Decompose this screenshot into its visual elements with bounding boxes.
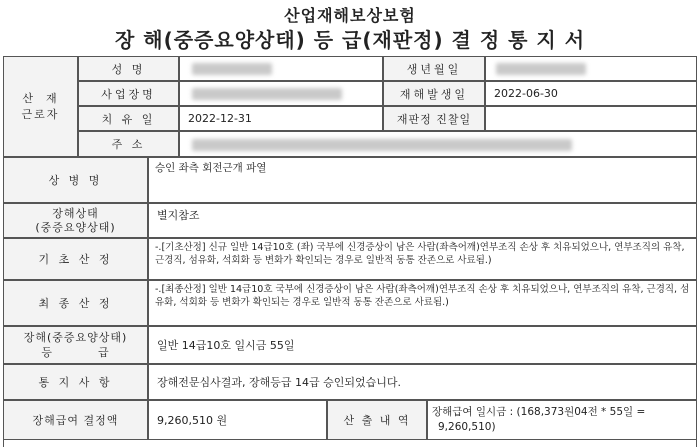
grade-value: 일반 14급10호 일시금 55일: [148, 326, 697, 364]
name-label: 성 명: [78, 56, 179, 81]
redacted-workplace: [192, 88, 342, 100]
document-subtitle: 산업재해보상보험: [284, 6, 416, 25]
grade-label-line1: 장해(중증요양상태): [23, 331, 128, 344]
basis-line2: 9,260,510): [438, 421, 496, 433]
grade-label: [3, 326, 148, 364]
disability-state-label-line1: 장해상태: [52, 206, 99, 220]
final-calc-value: -.[최종산정] 일반 14급10호 국부에 신경증상이 남은 사람(좌측어깨)연부조직 손상 후 치유되었으나, 연부조직의 유착, 근경직, 섬유화, 석회화 등 변화가 확인되는 경우로 일반적 동통 잔존으로 사료됨.): [148, 280, 697, 326]
address-label: 주 소: [78, 131, 179, 157]
birth-label: 생년월일: [383, 56, 485, 81]
redacted-address: [192, 139, 572, 151]
injury-date-label: 재해발생일: [383, 81, 485, 106]
basic-calc-value: -.[기초산정] 신규 일반 14급10호 (좌) 국부에 신경증상이 남은 사람(좌측어깨)연부조직 손상 후 치유되었으나, 연부조직의 유착, 근경직, 섬유화, 석회화 등 변화가 확인되는 경우로 일반적 동통 잔존으로 사료됨.): [148, 238, 697, 280]
workplace-label: 사업장명: [78, 81, 179, 106]
redacted-birth: [496, 63, 586, 75]
payment-amount-label: 장해급여 결정액: [3, 400, 148, 440]
basis-label: 산 출 내 역: [327, 400, 427, 440]
disability-state-label: [3, 203, 148, 238]
name-value: [179, 56, 383, 81]
injury-date-value: 2022-06-30: [485, 81, 697, 106]
reexam-label: 재판정 진찰일: [383, 106, 485, 131]
disability-state-value: 별지참조: [148, 203, 697, 238]
basic-calc-label: 기 초 산 정: [3, 238, 148, 280]
injury-value: 승인 좌측 회전근개 파열: [148, 157, 697, 203]
grade-label-line2: 등 급: [41, 346, 110, 359]
basis-value: [427, 400, 697, 440]
basis-line1: 장해급여 일시금 : (168,373원04전 * 55일 =: [432, 406, 646, 418]
injury-label: 상 병 명: [3, 157, 148, 203]
reexam-value: [485, 106, 697, 131]
final-calc-label: 최 종 산 정: [3, 280, 148, 326]
cure-date-value: 2022-12-31: [179, 106, 383, 131]
workplace-value: [179, 81, 383, 106]
document-title: 장 해(중증요양상태) 등 급(재판정) 결 정 통 지 서: [114, 28, 586, 52]
notice-value: 장해전문심사결과, 장해등급 14급 승인되었습니다.: [148, 364, 697, 400]
disability-state-label-line2: (중증요양상태): [35, 220, 116, 234]
address-value: [179, 131, 697, 157]
payment-amount-value: 9,260,510 원: [148, 400, 327, 440]
cure-date-label: 치 유 일: [78, 106, 179, 131]
worker-section-label: 산 재 근로자: [3, 56, 78, 157]
notice-label: 통 지 사 항: [3, 364, 148, 400]
birth-value: [485, 56, 697, 81]
redacted-name: [192, 63, 272, 75]
